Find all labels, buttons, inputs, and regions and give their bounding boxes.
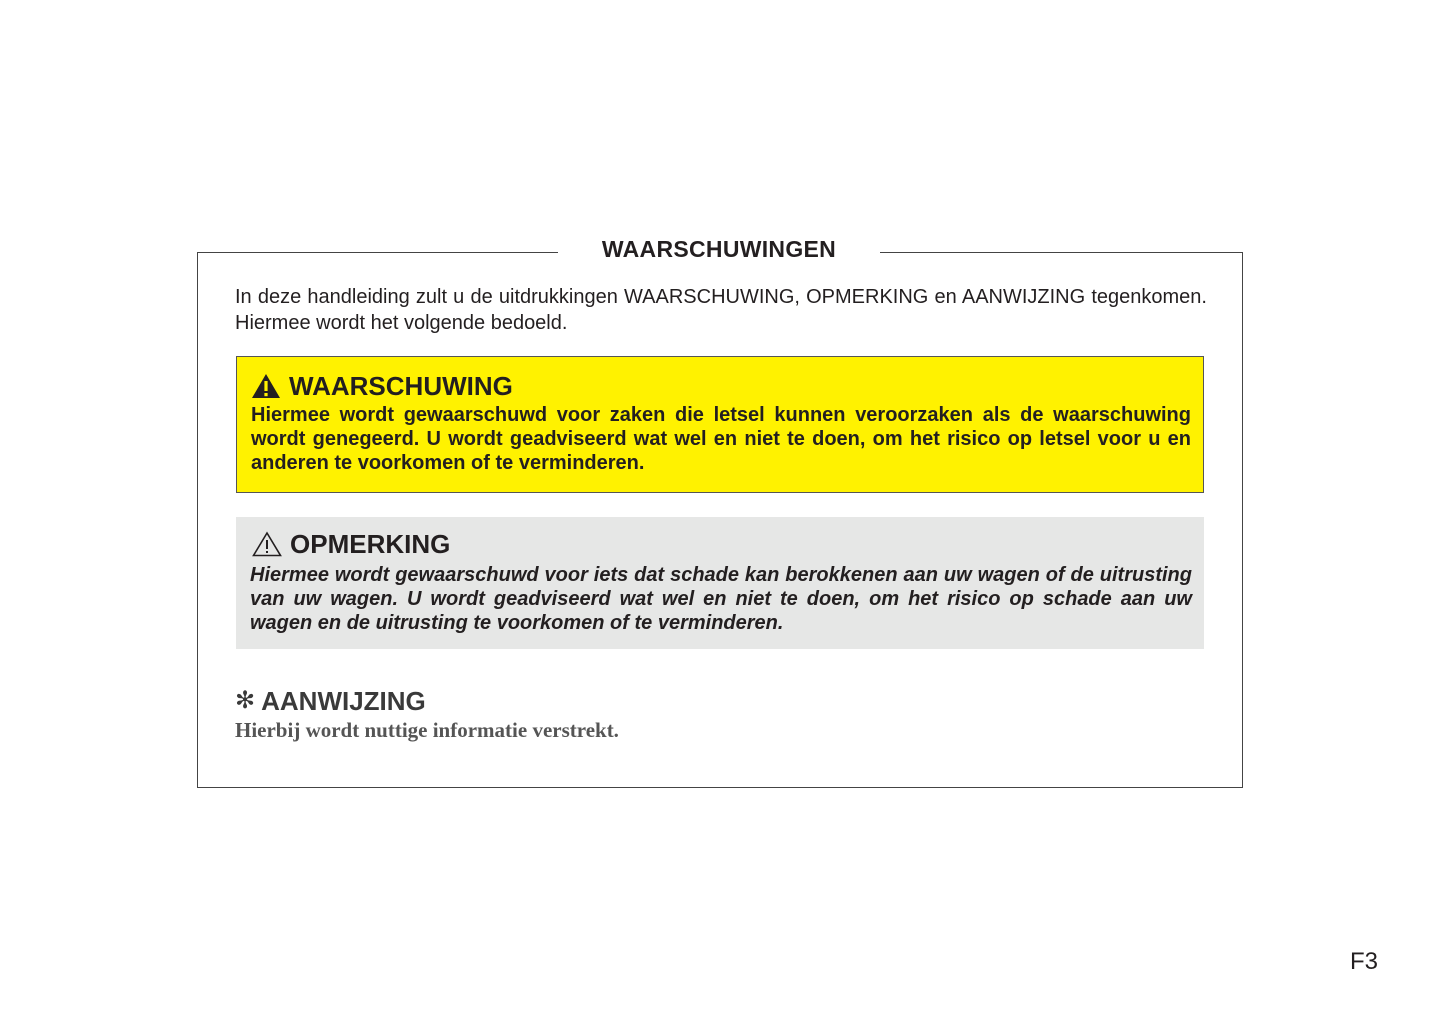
asterisk-icon: ✻: [235, 687, 256, 714]
notice-text: Hiermee wordt gewaarschuwd voor iets dat schade kan berokkenen aan uw wagen of de uitrusting van uw wagen. U wordt geadviseerd wat wel en niet te doen, om het risico op schade aan uw wagen en de uitrusting te voorkomen of te verminderen.: [250, 564, 1192, 634]
hint-heading: [235, 686, 426, 716]
warning-heading: [251, 371, 513, 401]
warning-box: [236, 356, 1204, 493]
hint-text: Hierbij wordt nuttige informatie verstrekt.: [235, 718, 619, 742]
warning-triangle-outline-icon: [252, 531, 282, 557]
warning-text: Hiermee wordt gewaarschuwd voor zaken die letsel kunnen veroorzaken als de waarschuwing wordt genegeerd. U wordt geadviseerd wat wel en niet te doen, om het risico op letsel voor u en anderen te voorkomen of te verminderen.: [251, 404, 1191, 474]
warning-heading-label: WAARSCHUWING: [289, 371, 513, 401]
warning-triangle-filled-icon: [251, 373, 281, 399]
notice-heading-label: OPMERKING: [290, 529, 451, 559]
notice-box: [236, 517, 1204, 649]
intro-paragraph: In deze handleiding zult u de uitdrukkingen WAARSCHUWING, OPMERKING en AANWIJZING tegenkomen. Hiermee wordt het volgende bedoeld.: [235, 286, 1207, 334]
page-number: F3: [1350, 948, 1379, 975]
notice-heading: [252, 529, 450, 559]
hint-heading-label: AANWIJZING: [261, 686, 426, 716]
section-title: WAARSCHUWINGEN: [558, 232, 880, 266]
